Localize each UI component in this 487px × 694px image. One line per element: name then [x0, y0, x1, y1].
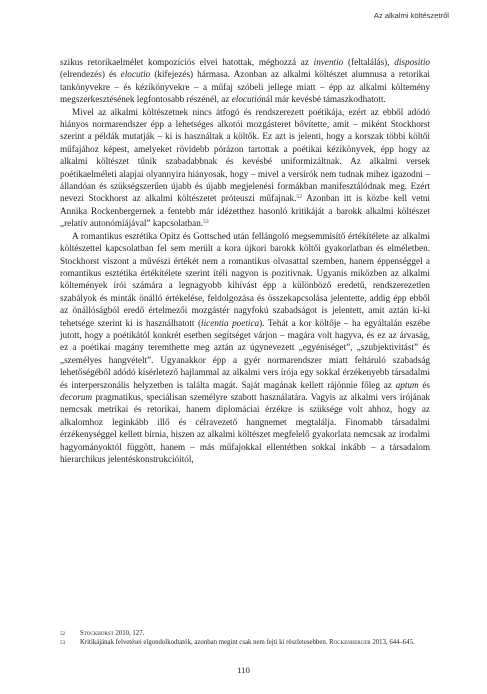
paragraph: [60, 56, 430, 106]
text-run: szikus retorikaelmélet kompozíciós elvei hatottak, méghozzá az: [60, 57, 314, 67]
text-run: A romantikus esztétika Opitz és Gottsched után fellángoló megsemmisítő értékítélete az alkalmi költészettel kapcsolatban fel sem merült a kora újkori barokk költői gyakorlatban és elméletben. Stockhorst viszont a művészi értékét nem a romantikus olvasattal szemben, hanem éppenséggel a romantikus esztétika értékítélete szerint ítéli nagyon is pozitívnak. Ugyanis miközben az alkalmi költemények írói számára a legnagyobb kihívást épp a különböző eredetű, rendszerezetlen szabályok és minták önálló értékelése, feldolgozása és összekapcsolása jelentette, addig épp ebből az önállóságból eredő értelmezői mozgástér nagyfokú szabadságot is jelentett, amit aztán ki-ki tehetsége szerint ki is használhatott (: [60, 230, 430, 328]
footnote-number: 52: [60, 631, 66, 637]
italic-term: dispositio: [394, 57, 430, 67]
page-number: 110: [237, 665, 250, 675]
text-run: (elrendezés) és: [60, 69, 121, 80]
text-run: (feltalálás),: [343, 57, 395, 67]
author-name: Stockhorst: [80, 630, 114, 637]
text-run: (kifejezés) hármasa. Azonban az alkalmi költészet alumnusa a retorikai tankönyvekre – és kézikönyvekre – a műfaj szóbeli jellege miatt – épp az alkalmi költemény megszerkesztésének legfontosabb részénél, az: [60, 69, 430, 105]
italic-term: aptum: [395, 379, 419, 390]
text-run: 2013, 644–645.: [370, 639, 415, 647]
body-text: [60, 56, 430, 465]
italic-term: decorum: [60, 391, 93, 402]
italic-term: elocutió: [231, 94, 262, 105]
footnote: [60, 630, 430, 638]
footnote-text: [80, 630, 144, 637]
italic-term: licentia poetica: [201, 317, 260, 328]
text-run: Azonban itt is közbe kell vetni Annika Rockenbergernek a fentebb már idézetthez hasonló kritikáját a barokk alkalmi költészet „relatív autonómiájával” kapcsolatban.: [60, 193, 430, 229]
text-run: 2010, 127.: [113, 630, 145, 637]
paragraph: [60, 106, 430, 230]
footnote: [60, 639, 430, 647]
text-run: Kritikájának felvetései elgondolkodtatók, azonban megint csak nem fejti ki részletesebben.: [80, 639, 330, 647]
running-head: Az alkalmi költészetről: [373, 11, 449, 20]
footnotes: [60, 630, 430, 648]
footnote-ref: 53: [203, 219, 209, 226]
paragraph: [60, 230, 430, 466]
footnote-ref: 52: [296, 194, 302, 201]
footnote-text: [80, 639, 415, 646]
italic-term: inventio: [313, 57, 344, 67]
text-run: nál már kevésbé támaszkodhatott.: [261, 94, 386, 105]
text-run: és: [418, 379, 431, 390]
text-run: pragmatikus, speciálisan személyre szabott használatára. Vagyis az alkalmi vers írójának nemcsak metrikai és retorikai, hanem diplomáciai érzékre is szüksége volt ahhoz, hogy az alkalomhoz leginkább illő és célravezető hangnemet megtalálja. Finomabb társadalmi érzékenységgel kellett bírnia, hiszen az alkalmi költészet megfelelő gyakorlata nemcsak az irodalmi hagyományoktól függött, hanem – más műfajokkal ellentétben sokkal inkább – a társadalom hierarchikus jelentéskonstrukcióitól,: [60, 391, 430, 464]
text-run: Mivel az alkalmi költészetnek nincs átfogó és rendszerezett poétikája, ezért az ebből adódó hiányos normarendszer épp a lehetséges alkotói mozgásteret bővítette, amit – miként Stockhorst szerint a példák mutatják – ki is használtak a költők. Ez azt is jelenti, hogy a korszak többi költői műfajához képest, amelyeket rövidebb pórázon tartottak a poétikai kézikönyvek, épp hogy az alkalmi költészet tűnik szabadabbnak és kevésbé uniformizáltnak. Az alkalmi versek poétikaelméleti alapjai olyannyira hiányosak, hogy – mivel a versírók nem tudnak mihez igazodni – állandóan és szükségszerűen újabb és újabb megjelenési formákban manifesztálódnak meg. Ezért nevezi Stockhorst az alkalmi költészetet próteuszi műfajnak.: [60, 106, 430, 204]
italic-term: elocutio: [120, 69, 151, 80]
author-name: Rockenberger: [329, 639, 371, 647]
footnote-number: 53: [60, 640, 66, 647]
text-run: ). Tehát a kor költője – ha egyáltalán eszébe jutott, hogy a poétikától konkrét esetben segítséget várjon – magára volt hagyva, és ez az árvaság, ez a poétikai magány teremthette meg aztán az úgynevezett „egyéniséget”, „szubjektivitást” és „személyes hangvételt”. Ugyanakkor épp a gyér normarendszer miatt feltáruló szabadság lehetőségéből adódó kísérletező hajlammal az alkalmi vers írója egy sokkal érzékenyebb társadalmi és interperszonális helyzetben is találta magát. Saját magának kellett rájönnie főleg az: [60, 317, 430, 390]
